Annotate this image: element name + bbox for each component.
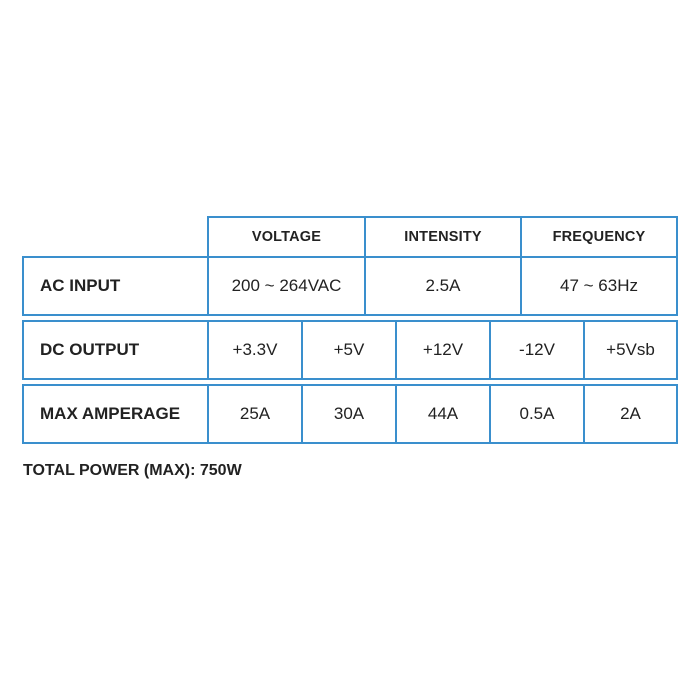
header-frequency-text: FREQUENCY [552,229,646,245]
amperage-text: 30A [333,404,365,423]
amperage-text: 0.5A [519,404,555,423]
ac-input-voltage-text: 200 ~ 264VAC [231,276,342,295]
dc-output-label [22,320,209,380]
dc-rail-cell [207,320,303,380]
dc-output-label-text: DC OUTPUT [40,340,140,359]
dc-rail-cell [395,320,491,380]
header-voltage [207,216,366,258]
dc-rail-text: +12V [422,340,464,359]
dc-rail-text: +5Vsb [606,340,655,359]
max-amperage-label [22,384,209,444]
ac-input-frequency-text: 47 ~ 63Hz [560,276,638,295]
ac-input-voltage [207,256,366,316]
amperage-cell [583,384,678,444]
dc-rail-cell [583,320,678,380]
total-power-text: TOTAL POWER (MAX): 750W [23,462,242,479]
amperage-text: 44A [427,404,459,423]
dc-rail-text: -12V [519,340,555,359]
amperage-text: 2A [620,404,641,423]
amperage-cell [489,384,585,444]
dc-rail-text: +5V [333,340,365,359]
ac-input-label-text: AC INPUT [40,276,121,295]
ac-input-frequency [520,256,678,316]
dc-rail-text: +3.3V [232,340,278,359]
header-intensity [364,216,522,258]
ac-input-label [22,256,209,316]
ac-input-intensity [364,256,522,316]
amperage-text: 25A [239,404,271,423]
dc-rail-cell [489,320,585,380]
header-intensity-text: INTENSITY [404,229,482,245]
max-amperage-label-text: MAX AMPERAGE [40,404,181,423]
amperage-cell [207,384,303,444]
header-voltage-text: VOLTAGE [251,229,322,245]
dc-rail-cell [301,320,397,380]
ac-input-intensity-text: 2.5A [425,276,461,295]
amperage-cell [395,384,491,444]
amperage-cell [301,384,397,444]
header-frequency [520,216,678,258]
